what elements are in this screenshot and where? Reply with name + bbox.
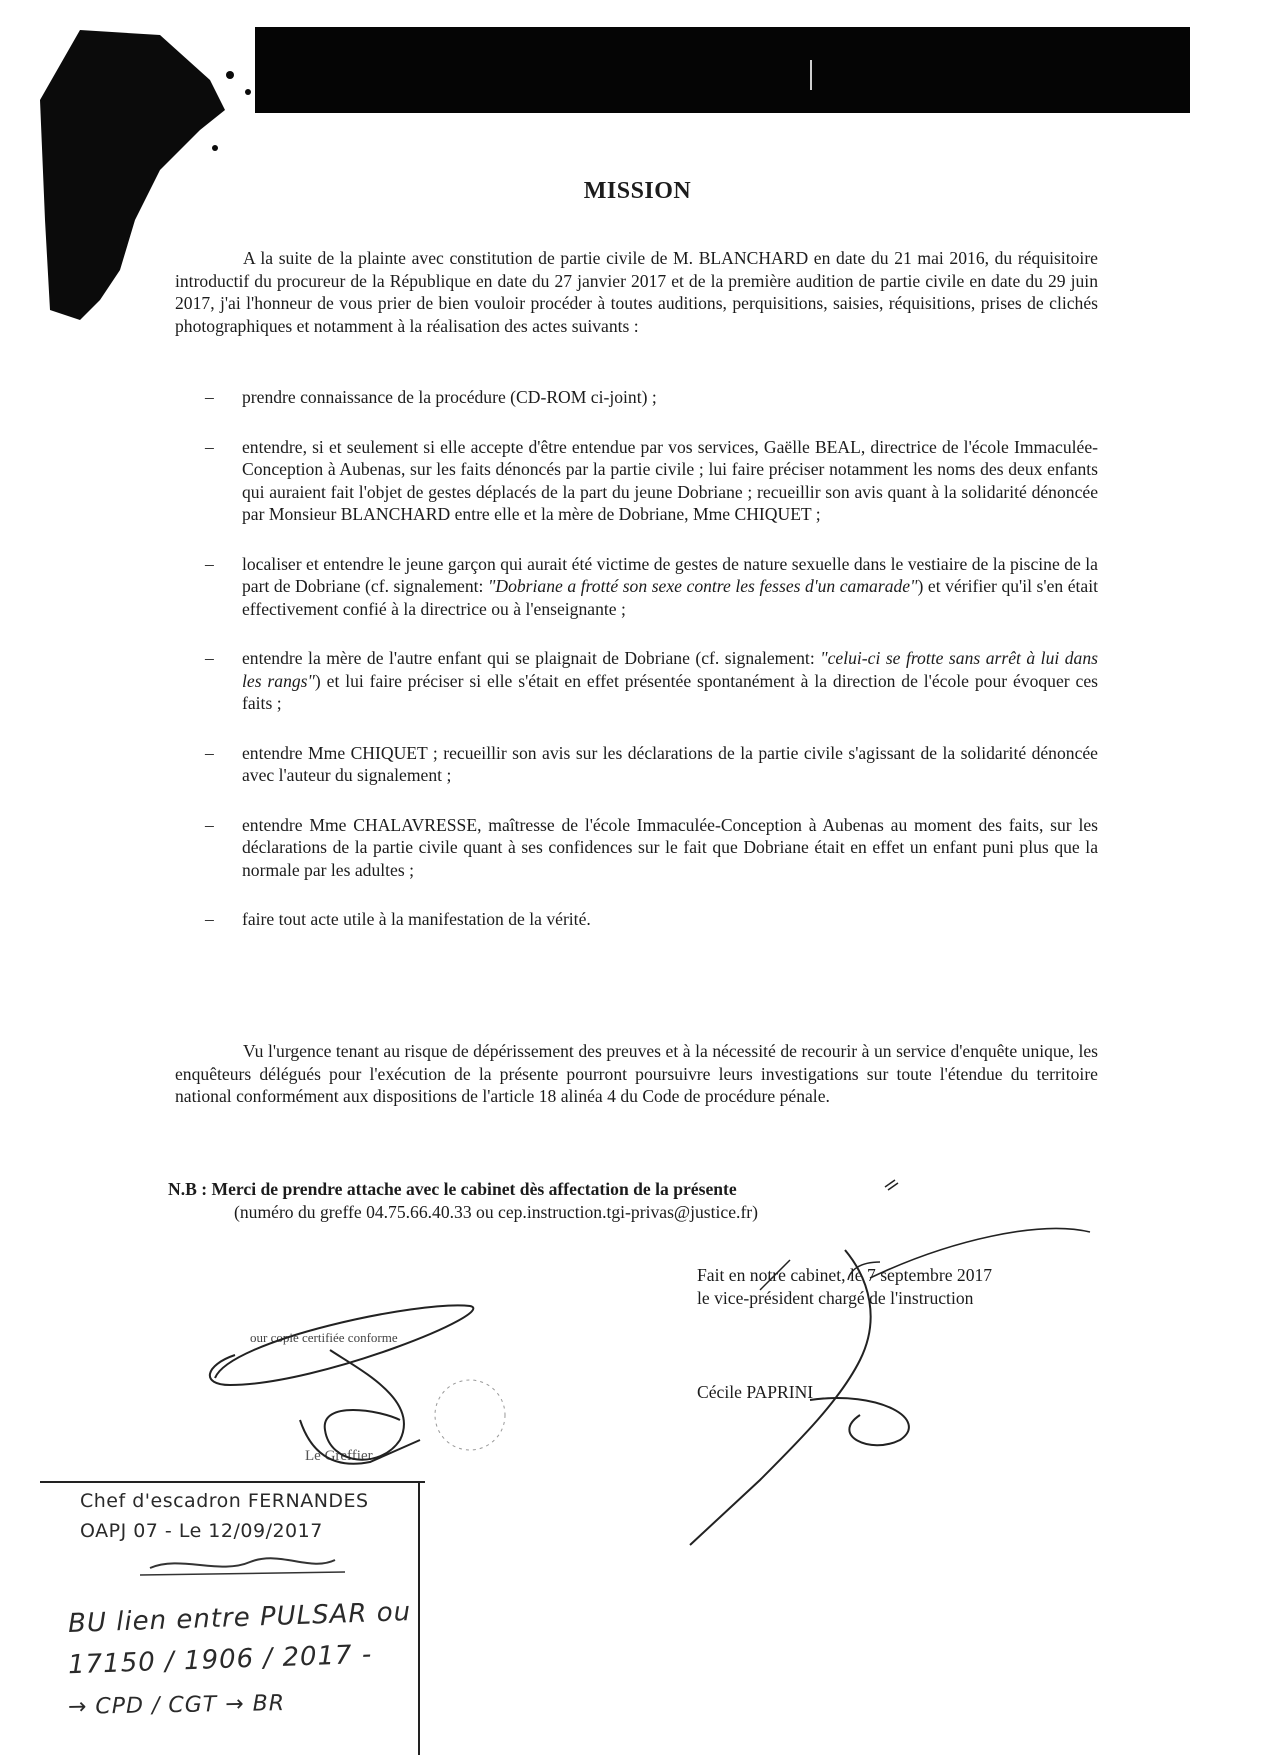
dash-marker: – — [205, 436, 214, 457]
dash-marker: – — [205, 742, 214, 763]
list-item: – entendre, si et seulement si elle accepte d'être entendue par vos services, Gaëlle BEAL, directrice de l'école Immaculée-Conception à Aubenas, sur les faits dénoncés par la partie civile ; lui faire préciser notamment les noms des deux enfants qui auraient fait l'objet de gestes déplacés de la part du jeune Dobriane ; recueillir son avis quant à la solidarité dénoncée par Monsieur BLANCHARD entre elle et la mère de Dobriane, Mme CHIQUET ; — [205, 436, 1098, 524]
received-stamp-officer: Chef d'escadron FERNANDES — [80, 1490, 369, 1512]
page-title: MISSION — [583, 178, 692, 204]
quoted-report: "Dobriane a frotté son sexe contre les fesses d'un camarade" — [487, 576, 918, 596]
redaction-bar — [255, 27, 1190, 113]
list-item: – prendre connaissance de la procédure (CD-ROM ci-joint) ; — [205, 387, 657, 407]
intro-paragraph: A la suite de la plainte avec constitution de partie civile de M. BLANCHARD en date du 21 mai 2016, du réquisitoire introductif du procureur de la République en date du 27 janvier 2017 et de la première audition de partie civile en date du 29 juin 2017, j'ai l'honneur de vous prier de bien vouloir procéder à toutes auditions, perquisitions, saisies, réquisitions, prises de clichés photographiques et notamment à la réalisation des actes suivants : — [175, 248, 1098, 336]
handwritten-note-line1: BU lien entre PULSAR ou — [67, 1597, 412, 1639]
actions-list — [175, 386, 1098, 958]
list-item: – entendre la mère de l'autre enfant qui se plaignait de Dobriane (cf. signalement: "celui-ci se frotte sans arrêt à lui dans les rangs") et lui faire préciser si elle s'était en effet présentée spontanément à la direction de l'école pour évoquer ces faits ; — [205, 648, 1098, 713]
dash-marker: – — [205, 648, 214, 668]
dash-marker: – — [205, 909, 214, 929]
dash-marker: – — [205, 387, 214, 407]
place-date: Fait en notre cabinet, le 7 septembre 2017 — [697, 1265, 993, 1285]
dash-marker: – — [205, 553, 214, 574]
list-item: – entendre Mme CHIQUET ; recueillir son avis sur les déclarations de la partie civile s'agissant de la solidarité dénoncée avec l'auteur du signalement ; — [205, 742, 1098, 785]
nb-title: N.B : Merci de prendre attache avec le cabinet dès affectation de la présente — [168, 1179, 737, 1199]
received-box-border-top — [40, 1481, 425, 1483]
received-box-border-right — [418, 1481, 420, 1755]
nb-contact: (numéro du greffe 04.75.66.40.33 ou cep.instruction.tgi-privas@justice.fr) — [234, 1201, 759, 1222]
received-stamp-date: OAPJ 07 - Le 12/09/2017 — [80, 1520, 323, 1542]
signature-block — [697, 1264, 992, 1309]
closing-paragraph: Vu l'urgence tenant au risque de dépérissement des preuves et à la nécessité de recourir à un service d'enquête unique, les enquêteurs délégués pour l'exécution de la présente pourront poursuivre leurs investigations sur toute l'étendue du territoire national conformément aux dispositions de l'article 18 alinéa 4 du Code de procédure pénale. — [175, 1041, 1098, 1106]
list-item: – entendre Mme CHALAVRESSE, maîtresse de l'école Immaculée-Conception à Aubenas au moment des faits, sur les déclarations de la partie civile quant à ses confidences sur le fait que Dobriane était en effet un enfant puni plus que la normale par les adultes ; — [205, 814, 1098, 880]
signer-name: Cécile PAPRINI — [697, 1382, 814, 1402]
nb-note — [168, 1178, 758, 1223]
list-item: – localiser et entendre le jeune garçon qui aurait été victime de gestes de nature sexuelle dans le vestiaire de la piscine de la part de Dobriane (cf. signalement: "Dobriane a frotté son sexe contre les fesses d'un camarade") et vérifier qu'il s'en était effectivement confié à la directrice ou à l'enseignante ; — [205, 553, 1099, 619]
handwritten-note-line2: 17150 / 1906 / 2017 - — [67, 1639, 373, 1681]
signer-role: le vice-président chargé de l'instruction — [697, 1287, 974, 1308]
clerk-label: Le Greffier — [305, 1448, 373, 1464]
certified-copy-text: our copie certifiée conforme — [250, 1330, 398, 1345]
list-item: – faire tout acte utile à la manifestation de la vérité. — [205, 909, 591, 929]
dash-marker: – — [205, 814, 214, 835]
quoted-report: "celui-ci se frotte sans arrêt à lui dans les rangs" — [242, 648, 1098, 691]
redaction-artifact — [810, 60, 812, 90]
handwritten-note-line3: → CPD / CGT → BR — [67, 1691, 286, 1720]
